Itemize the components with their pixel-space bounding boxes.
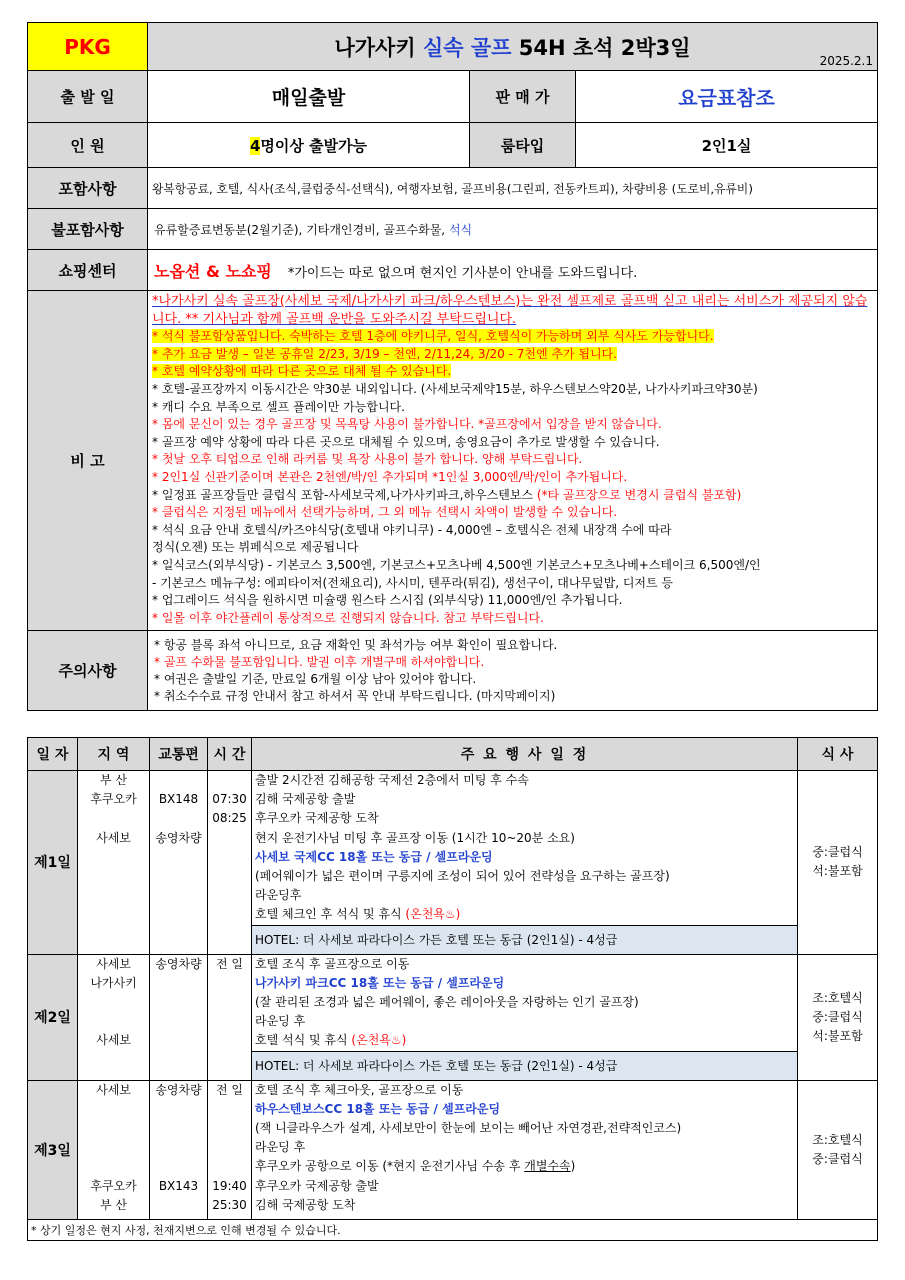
remarks-list [148, 291, 878, 631]
caution-list [148, 631, 878, 711]
itinerary-header [28, 738, 878, 771]
day2-row [28, 954, 878, 1051]
remark-line: * 일몰 이후 야간플레이 통상적으로 진행되지 않습니다. 참고 부탁드립니다. [152, 610, 544, 625]
remark-line: *나가사키 실속 골프장(사세보 국제/나가사키 파크/하우스텐보스)는 완전 셀프제로 골프백 싣고 내리는 서비스가 제공되지 않습니다. ** 기사님과 함께 골프백 운반을 도와주시길 부탁드립니다. [152, 294, 868, 327]
page-title: 나가사키 실속 골프 54H 초석 2박3일 2025.2.1 [148, 23, 878, 71]
day2-regions: 사세보 나가사키 사세보 [78, 954, 150, 1080]
included-label: 포함사항 [28, 168, 148, 209]
remarks-label: 비 고 [28, 291, 148, 631]
caution-line: * 여권은 출발일 기준, 만료일 6개월 이상 남아 있어야 합니다. [154, 671, 477, 686]
price-value: 요금표참조 [576, 71, 878, 123]
remark-line: * 첫날 오후 티업으로 인해 라커룸 및 욕장 사용이 불가 합니다. 양해 부탁드립니다. [152, 452, 583, 467]
day1-regions: 부 산 후쿠오카 사세보 [78, 771, 150, 955]
caution-line: * 취소수수료 규정 안내서 참고 하셔서 꼭 안내 부탁드립니다. (마지막페이지) [154, 688, 556, 703]
day3-transport: 송영차량 BX143 [150, 1080, 208, 1219]
price-label: 판 매 가 [470, 71, 576, 123]
remark-line: * 일식코스(외부식당) - 기본코스 3,500엔, 기본코스+모츠나베 4,500엔 기본코스+모츠나베+스테이크 6,500엔/인 [152, 557, 761, 572]
departure-label: 출 발 일 [28, 71, 148, 123]
remark-line: * 호텔-골프장까지 이동시간은 약30분 내외입니다. (사세보국제약15분, 하우스텐보스약20분, 나가사키파크약30분) [152, 381, 758, 396]
caution-label: 주의사항 [28, 631, 148, 711]
shopping-label: 쇼핑센터 [28, 250, 148, 291]
col-schedule: 주 요 행 사 일 정 [252, 738, 798, 771]
remark-line: * 석식 불포함상품입니다. 숙박하는 호텔 1층에 야키니쿠, 일식, 호텔식이 가능하며 외부 식사도 가능합니다. [152, 329, 714, 344]
itinerary-footnote: * 상기 일정은 현지 사정, 천재지변으로 인해 변경될 수 있습니다. [28, 1219, 878, 1240]
remark-line: * 2인1실 신관기준이며 본관은 2천엔/박/인 추가되며 *1인실 3,000엔/박/인이 추가됩니다. [152, 469, 628, 484]
remark-line: * 캐디 수요 부족으로 셀프 플레이만 가능합니다. [152, 399, 405, 414]
remark-line: * 추가 요금 발생 – 일본 공휴일 2/23, 3/19 – 천엔, 2/11,24, 3/20 - 7천엔 추가 됩니다. [152, 346, 617, 361]
day2-schedule: 호텔 조식 후 골프장으로 이동 나가사키 파크CC 18홀 또는 동급 / 셀프라운딩 (잘 관리된 조경과 넓은 페어웨이, 좋은 레이아웃을 자랑하는 인기 골프장) 라운딩 후 호텔 석식 및 휴식 (온천욕♨) [252, 954, 798, 1051]
day1-transport: BX148 송영차량 [150, 771, 208, 955]
day1-times: 07:30 08:25 [208, 771, 252, 955]
excluded-value: 유류할증료변동분(2월기준), 기타개인경비, 골프수화물, 석식 [148, 209, 878, 250]
day2-transport: 송영차량 [150, 954, 208, 1080]
day2-hotel: HOTEL: 더 사세보 파라다이스 가든 호텔 또는 동급 (2인1실) - 4성급 [252, 1051, 798, 1080]
issue-date: 2025.2.1 [819, 54, 873, 68]
included-value: 왕복항공료, 호텔, 식사(조식,클럽중식-선택식), 여행자보험, 골프비용(그린피, 전동카트피), 차량비용 (도로비,유류비) [148, 168, 878, 209]
day1-meals: 중:클럽식 석:불포함 [798, 771, 878, 955]
remark-line: * 호텔 예약상황에 따라 다른 곳으로 대체 될 수 있습니다. [152, 364, 452, 379]
remark-line: * 석식 요금 안내 호텔식/카즈야식당(호텔내 야키니쿠) - 4,000엔 – 호텔식은 전체 내장객 수에 따라 [152, 522, 672, 537]
day2-label: 제2일 [28, 954, 78, 1080]
title-highlight: 실속 골프 [422, 35, 512, 60]
day3-times: 전 일 19:40 25:30 [208, 1080, 252, 1219]
remark-line: 정식(오젠) 또는 뷔페식으로 제공됩니다 [152, 540, 359, 555]
day2-time: 전 일 [208, 954, 252, 1080]
day1-row [28, 771, 878, 926]
day3-golf: 하우스텐보스CC 18홀 또는 동급 / 셀프라운딩 [255, 1101, 501, 1116]
day3-regions: 사세보 후쿠오카 부 산 [78, 1080, 150, 1219]
package-info-table [27, 22, 878, 711]
day3-meals: 조:호텔식 중:클럽식 [798, 1080, 878, 1219]
day1-label: 제1일 [28, 771, 78, 955]
people-label: 인 원 [28, 123, 148, 168]
remark-line: * 골프장 예약 상황에 따라 다른 곳으로 대체될 수 있으며, 송영요금이 추가로 발생할 수 있습니다. [152, 434, 660, 449]
day3-label: 제3일 [28, 1080, 78, 1219]
pkg-badge: PKG [28, 23, 148, 71]
day3-schedule: 호텔 조식 후 체크아웃, 골프장으로 이동 하우스텐보스CC 18홀 또는 동급 / 셀프라운딩 (잭 니클라우스가 설계, 사세보만이 한눈에 보이는 빼어난 자연경관,전략적인코스) 라운딩 후 후쿠오카 공항으로 이동 (*현지 운전기사님 수송 후 개별수속) 후쿠오카 국제공항 출발 김해 국제공항 도착 [252, 1080, 798, 1219]
remark-line: * 클럽식은 지정된 메뉴에서 선택가능하며, 그 외 메뉴 선택시 차액이 발생할 수 있습니다. [152, 505, 618, 520]
day2-meals: 조:호텔식 중:클럽식 석:불포함 [798, 954, 878, 1080]
day3-row [28, 1080, 878, 1219]
remark-line: * 몸에 문신이 있는 경우 골프장 및 목욕탕 사용이 불가합니다. *골프장에서 입장을 받지 않습니다. [152, 417, 662, 432]
remark-line: * 업그레이드 석식을 원하시면 미슐랭 원스타 스시집 (외부식당) 11,000엔/인 추가됩니다. [152, 593, 623, 608]
remark-line: - 기본코스 메뉴구성: 에피타이저(전채요리), 사시미, 텐푸라(튀김), 생선구이, 대나무덮밥, 디저트 등 [152, 575, 674, 590]
col-region: 지 역 [78, 738, 150, 771]
shopping-value: 노옵션 & 노쇼핑 *가이드는 따로 없으며 현지인 기사분이 안내를 도와드립니다. [148, 250, 878, 291]
itinerary-table [27, 737, 878, 1241]
excluded-label: 불포함사항 [28, 209, 148, 250]
room-label: 룸타입 [470, 123, 576, 168]
room-value: 2인1실 [576, 123, 878, 168]
day2-golf: 나가사키 파크CC 18홀 또는 동급 / 셀프라운딩 [255, 975, 505, 990]
caution-line: * 항공 블록 좌석 아니므로, 요금 재확인 및 좌석가능 여부 확인이 필요합니다. [154, 637, 558, 652]
remark-line: * 일정표 골프장들만 클럽식 포함-사세보국제,나가사키파크,하우스텐보스 (*타 골프장으로 변경시 클럽식 불포함) [152, 487, 742, 502]
departure-value: 매일출발 [148, 71, 470, 123]
day1-schedule: 출발 2시간전 김해공항 국제선 2층에서 미팅 후 수속 김해 국제공항 출발 후쿠오카 국제공항 도착 현지 운전기사님 미팅 후 골프장 이동 (1시간 10~20분 소요) 사세보 국제CC 18홀 또는 동급 / 셀프라운딩 (페어웨이가 넓은 편이며 구릉지에 조성이 되어 있어 전략성을 요구하는 골프장) 라운딩후 호텔 체크인 후 석식 및 휴식 (온천욕♨) [252, 771, 798, 926]
day1-golf: 사세보 국제CC 18홀 또는 동급 / 셀프라운딩 [255, 849, 493, 864]
col-time: 시 간 [208, 738, 252, 771]
col-transport: 교통편 [150, 738, 208, 771]
col-date: 일 자 [28, 738, 78, 771]
caution-line: * 골프 수화물 불포함입니다. 발권 이후 개별구매 하셔야합니다. [154, 654, 485, 669]
people-value: 4명이상 출발가능 [148, 123, 470, 168]
day1-hotel: HOTEL: 더 사세보 파라다이스 가든 호텔 또는 동급 (2인1실) - 4성급 [252, 925, 798, 954]
col-meal: 식 사 [798, 738, 878, 771]
